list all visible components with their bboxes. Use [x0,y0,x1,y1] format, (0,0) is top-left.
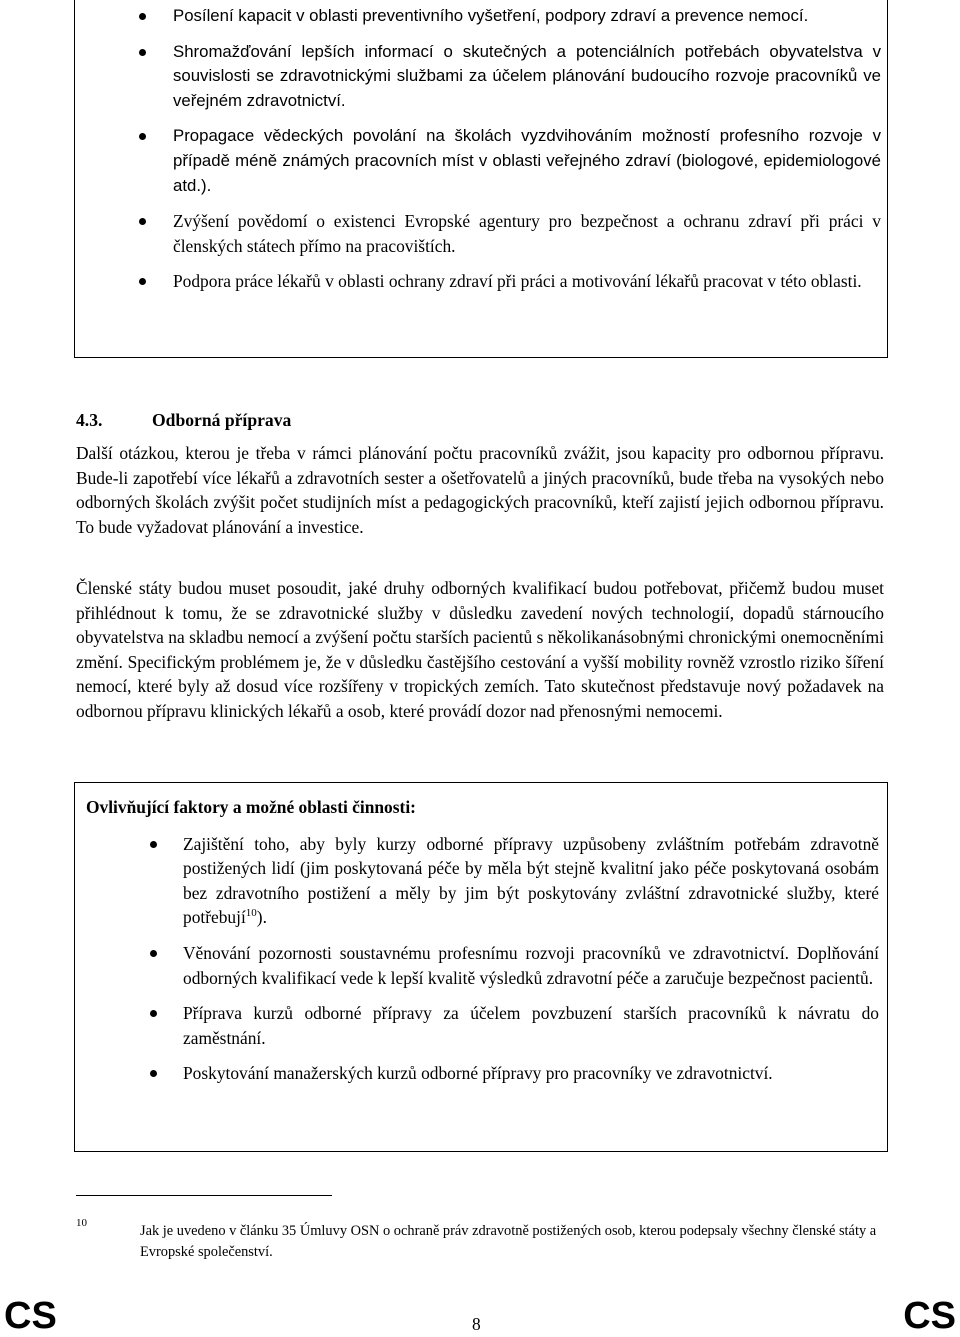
list-item [75,4,881,29]
list-item [86,941,879,990]
list-item [75,124,881,198]
list-item-text: Věnování pozornosti soustavnému profesnímu rozvoji pracovníků ve zdravotnictví. Doplňování odborných kvalifikací vede k lepší kvalitě výsledků zdravotní péče a zaručuje bezpečnost pacientů. [183,942,879,988]
bullet-icon [150,841,157,848]
list-item [75,209,881,258]
list-item-text: Zajištění toho, aby byly kurzy odborné přípravy uzpůsobeny zvláštním potřebám zdravotně postižených lidí (jim poskytovaná péče by měla být stejně kvalitní jako péče poskytovaná osobám bez zdravotního postižení a měly by jim být poskytovány zvláštní zdravotnické služby, které potřebují [183,833,879,928]
list-item-tail: ). [256,907,267,928]
section-title: Odborná příprava [152,410,292,430]
list-item-text: Propagace vědeckých povolání na školách vyzdvihováním možností profesního rozvoje v případě méně známých pracovních míst v oblasti veřejného zdraví (biologové, epidemiologové atd.). [173,126,881,195]
bullet-icon [139,49,146,56]
list-item-text: Posílení kapacit v oblasti preventivního vyšetření, podpory zdraví a prevence nemocí. [173,6,809,25]
factors-box [74,782,888,1152]
footnote-text: Jak je uvedeno v článku 35 Úmluvy OSN o ochraně práv zdravotně postižených osob, kterou podepsaly všechny členské státy a Evropské společenství. [140,1223,877,1260]
footer-language-left: CS [4,1295,57,1337]
bullet-icon [150,1010,157,1017]
list-item [86,1001,879,1050]
paragraph: Členské státy budou muset posoudit, jaké druhy odborných kvalifikací budou potřebovat, přičemž budou muset přihlédnout k tomu, že se zdravotnické služby v důsledku zavedení nových technologií, dopadů stárnoucího obyvatelstva na skladbu nemocí a zvýšení počtu starších pacientů s několikanásobnými chronickými onemocněními změní. Specifickým problémem je, že v důsledku častějšího cestování a vyšší mobility rovněž vzrostlo riziko šíření nemocí, které byly až dosud více rozšířeny v tropických zemích. Tato skutečnost představuje nový požadavek na odbornou přípravu klinických lékařů a osob, které provádí dozor nad přenosnými nemocemi. [76,578,884,721]
list-item-text: Příprava kurzů odborné přípravy za účelem povzbuzení starších pracovníků k návratu do zaměstnání. [183,1003,879,1048]
page-number: 8 [472,1314,481,1334]
factors-list [86,832,879,1086]
footer-language-right: CS [903,1295,956,1337]
footnote-mark: 10 [76,1217,87,1229]
box-title: Ovlivňující faktory a možné oblasti činnosti: [86,797,416,817]
list-item [86,832,879,930]
measures-box-top [74,0,888,358]
list-item-text: Zvýšení povědomí o existenci Evropské agentury pro bezpečnost a ochranu zdraví při práci v členských státech přímo na pracovištích. [173,211,881,256]
bullet-icon [150,1070,157,1077]
paragraph: Další otázkou, kterou je třeba v rámci plánování počtu pracovníků zvážit, jsou kapacity pro odbornou přípravu. Bude-li zapotřebí více lékařů a zdravotních sester a ošetřovatelů a jiných pracovníků, bude třeba na vysokých nebo odborných školách zvýšit počet studijních míst a pedagogických pracovníků, kteří zajistí jejich odbornou přípravu. To bude vyžadovat plánování a investice. [76,443,884,537]
bullet-icon [139,218,146,225]
bullet-icon [139,13,146,20]
measures-list [75,4,881,294]
list-item-text: Poskytování manažerských kurzů odborné přípravy pro pracovníky ve zdravotnictví. [183,1063,773,1084]
list-item [75,269,881,294]
list-item [86,1061,879,1086]
list-item [75,40,881,114]
section-number: 4.3. [76,410,103,430]
list-item-text: Shromažďování lepších informací o skutečných a potenciálních potřebách obyvatelstva v souvislosti se zdravotnickými službami za účelem plánování budoucího rozvoje pracovníků ve veřejném zdravotnictví. [173,41,881,110]
bullet-icon [139,133,146,140]
footnote-ref[interactable]: 10 [245,907,257,920]
bullet-icon [139,278,146,285]
list-item-text: Podpora práce lékařů v oblasti ochrany zdraví při práci a motivování lékařů pracovat v této oblasti. [173,271,862,292]
section-heading [76,408,291,433]
bullet-icon [150,950,157,957]
footnote-separator [76,1195,332,1196]
